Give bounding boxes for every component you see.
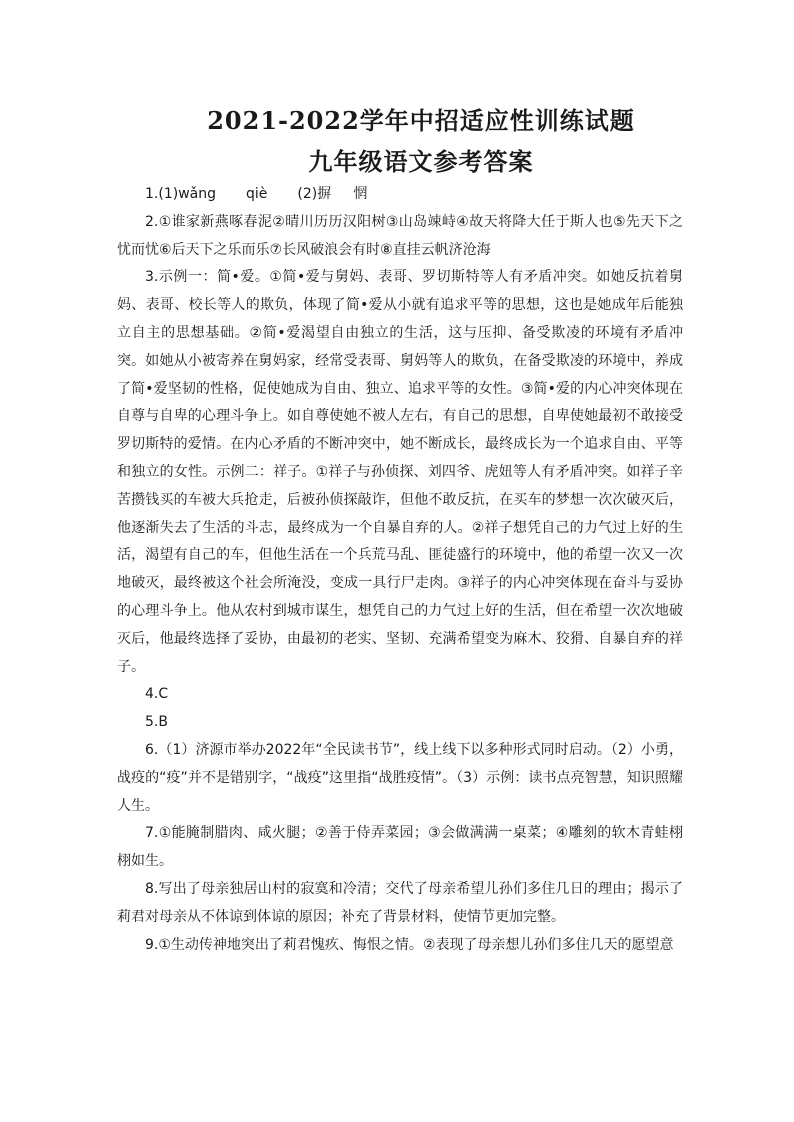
answer-q8: 8.写出了母亲独居山村的寂寞和冷清；交代了母亲希望儿孙们多住几日的理由；揭示了莉君对母亲从不体谅到体谅的原因；补充了背景材料，使情节更加完整。	[117, 880, 683, 925]
answer-list	[117, 181, 683, 959]
answer-q1-part1: 1.(1)wǎng	[145, 186, 216, 202]
answer-q1-char: 惘	[353, 186, 368, 202]
answer-q1	[117, 181, 683, 209]
answer-q9: 9.①生动传神地突出了莉君愧疚、悔恨之情。②表现了母亲想儿孙们多住几天的愿望意	[145, 936, 674, 953]
answer-q7: 7.①能腌制腊肉、咸火腿；②善于侍弄菜园；③会做满满一桌菜；④雕刻的软木青蛙栩栩如生。	[117, 825, 683, 870]
page-title: 2021-2022学年中招适应性训练试题	[207, 106, 635, 135]
answer-q6: 6.（1）济源市举办2022年“全民读书节”，线上线下以多种形式同时启动。（2）小勇，战疫的“疫”并不是错别字，“战疫”这里指“战胜疫情”。（3）示例：读书点亮智慧，知识照耀人生。	[117, 741, 683, 814]
answer-q4: 4.C	[145, 686, 169, 703]
answer-q3: 3.示例一：简•爱。①简•爱与舅妈、表哥、罗切斯特等人有矛盾冲突。如她反抗着舅妈、表哥、校长等人的欺负，体现了简•爱从小就有追求平等的思想，这也是她成年后能独立自主的思想基础。②简•爱渴望自由独立的生活，这与压抑、备受欺凌的环境有矛盾冲突。如她从小被寄养在舅妈家，经常受表哥、舅妈等人的欺负，在备受欺凌的环境中，养成了简•爱坚韧的性格，促使她成为自由、独立、追求平等的女性。③简•爱的内心冲突体现在自尊与自卑的心理斗争上。如自尊使她不被人左右，有自己的思想，自卑使她最初不敢接受罗切斯特的爱情。在内心矛盾的不断冲突中，她不断成长，最终成长为一个追求自由、平等和独立的女性。示例二：祥子。①祥子与孙侦探、刘四爷、虎妞等人有矛盾冲突。如祥子辛苦攒钱买的车被大兵抢走，后被孙侦探敲诈，但他不敢反抗，在买车的梦想一次次破灭后，他逐渐失去了生活的斗志，最终成为一个自暴自弃的人。②祥子想凭自己的力气过上好的生活，渴望有自己的车，但他生活在一个兵荒马乱、匪徒盛行的环境中，他的希望一次又一次地破灭，最终被这个社会所淹没，变成一具行尸走肉。③祥子的内心冲突体现在奋斗与妥协的心理斗争上。他从农村到城市谋生，想凭自己的力气过上好的生活，但在希望一次次地破灭后，他最终选择了妥协，由最初的老实、坚韧、充满希望变为麻木、狡猾、自暴自弃的祥子。	[117, 269, 683, 675]
answer-q1-part2: (2)摒	[297, 186, 332, 202]
answer-q2: 2.①谁家新燕啄春泥②晴川历历汉阳树③山岛竦峙④故天将降大任于斯人也⑤先天下之忧而忧⑥后天下之乐而乐⑦长风破浪会有时⑧直挂云帆济沧海	[117, 213, 683, 258]
answer-q1-pinyin2: qiè	[245, 186, 268, 202]
page-subtitle: 九年级语文参考答案	[308, 147, 534, 176]
answer-q5: 5.B	[145, 714, 168, 731]
